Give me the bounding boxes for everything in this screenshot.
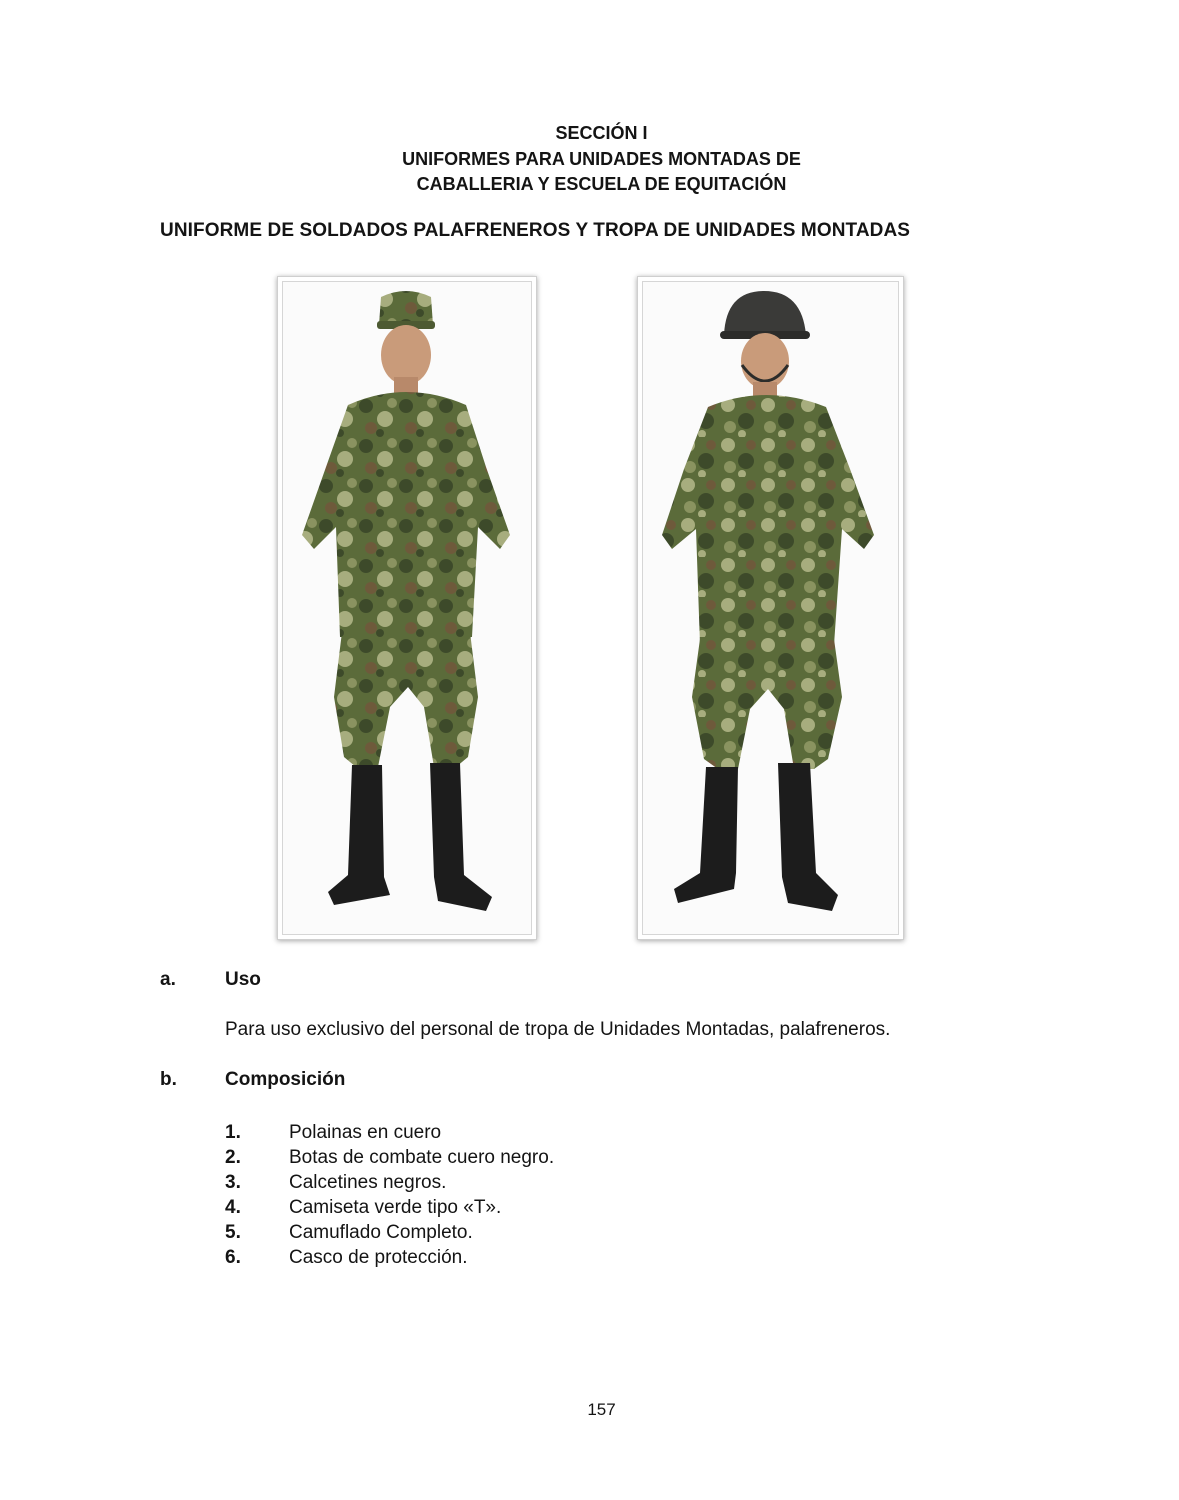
item-text: Calcetines negros. — [289, 1172, 447, 1193]
item-number: 2. — [225, 1147, 241, 1168]
item-text: Polainas en cuero — [289, 1122, 442, 1143]
page-number: 157 — [587, 1400, 616, 1419]
section-a-title: Uso — [225, 969, 261, 990]
photo-soldier-cap — [277, 276, 537, 940]
section-a-text: Para uso exclusivo del personal de tropa de Unidades Montadas, palafreneros. — [225, 1019, 891, 1040]
title-line-2: CABALLERIA Y ESCUELA DE EQUITACIÓN — [416, 174, 787, 194]
title-line-1: UNIFORMES PARA UNIDADES MONTADAS DE — [402, 149, 801, 169]
item-number: 3. — [225, 1172, 241, 1193]
section-b-title: Composición — [225, 1069, 346, 1090]
item-number: 5. — [225, 1222, 241, 1243]
section-heading: SECCIÓN I — [555, 123, 648, 143]
item-number: 4. — [225, 1197, 241, 1218]
item-text: Botas de combate cuero negro. — [289, 1147, 555, 1168]
item-text: Camuflado Completo. — [289, 1222, 473, 1243]
item-number: 6. — [225, 1247, 241, 1268]
soldier-helmet-illustration — [638, 277, 903, 939]
photo-soldier-helmet — [637, 276, 904, 940]
item-text: Camiseta verde tipo «T». — [289, 1197, 502, 1218]
section-a-letter: a. — [160, 969, 176, 990]
soldier-cap-illustration — [278, 277, 536, 939]
item-number: 1. — [225, 1122, 241, 1143]
section-b-letter: b. — [160, 1069, 177, 1090]
uniform-subtitle: UNIFORME DE SOLDADOS PALAFRENEROS Y TROPA DE UNIDADES MONTADAS — [160, 220, 911, 241]
item-text: Casco de protección. — [289, 1247, 468, 1268]
